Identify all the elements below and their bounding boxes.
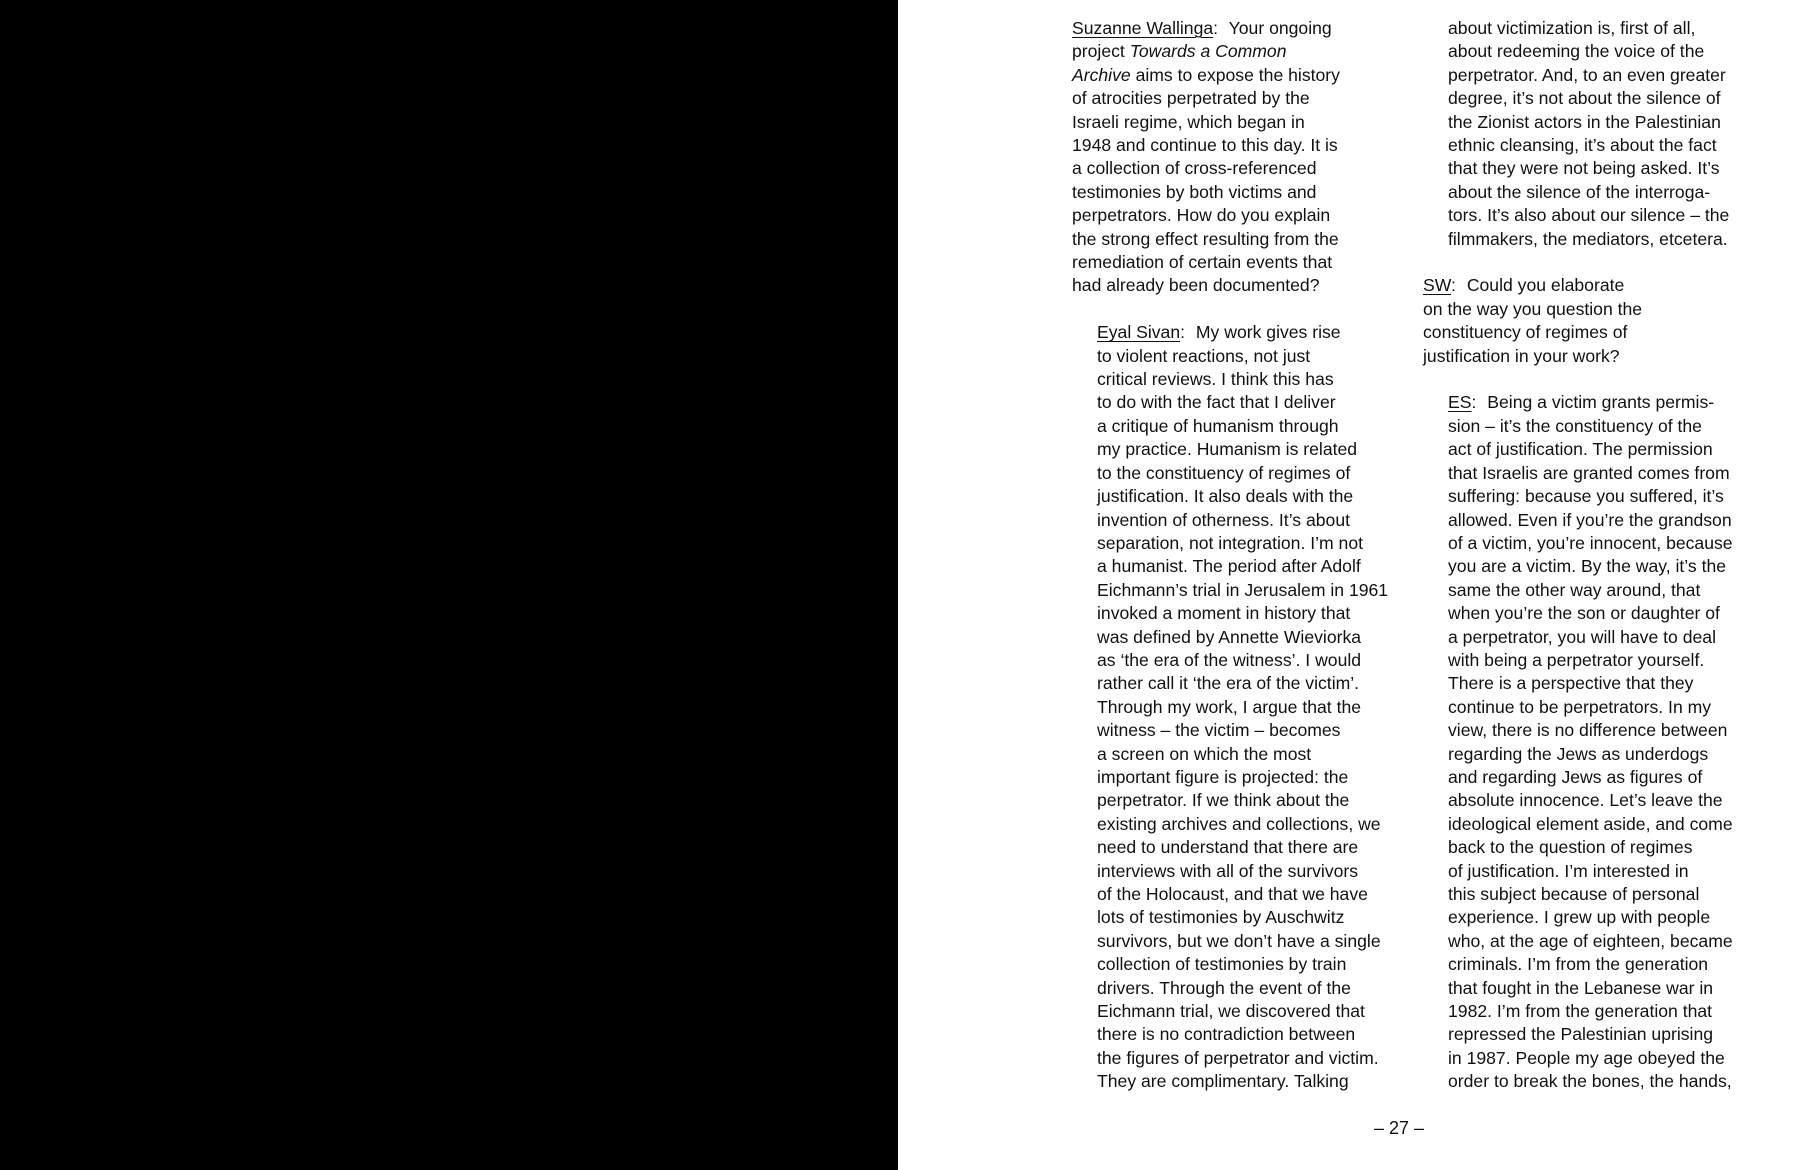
text-line: as ‘the era of the witness’. I would <box>1097 649 1362 670</box>
text-line: about victimization is, first of all, <box>1448 18 1696 38</box>
text-line: drivers. Through the event of the <box>1097 977 1351 998</box>
text-line: that they were not being asked. It’s <box>1448 158 1720 179</box>
text-line: suffering: because you suffered, it’s <box>1448 486 1724 507</box>
text-line: a screen on which the most <box>1097 743 1312 764</box>
text-line: there is no contradiction between <box>1097 1024 1356 1045</box>
text-line: separation, not integration. I’m not <box>1097 532 1364 553</box>
text-column-right <box>1423 17 1763 1117</box>
answer-1 <box>1072 321 1412 1093</box>
text-line: of justification. I’m interested in <box>1448 860 1689 881</box>
text-line: perpetrators. How do you explain <box>1072 205 1331 226</box>
text-line: experience. I grew up with people <box>1448 907 1711 928</box>
text-line: need to understand that there are <box>1097 837 1359 858</box>
text-line: with being a perpetrator yourself. <box>1448 649 1705 670</box>
text-line: same the other way around, that <box>1448 579 1701 600</box>
text-line: justification. It also deals with the <box>1097 486 1354 507</box>
text-line: sion – it’s the constituency of the <box>1448 415 1702 436</box>
text-line <box>1072 17 1412 40</box>
text-line <box>1097 321 1412 344</box>
speaker-name: SW <box>1423 275 1452 296</box>
text-line: my practice. Humanism is related <box>1097 439 1358 460</box>
text-line: that fought in the Lebanese war in <box>1448 977 1714 998</box>
text-line: the Zionist actors in the Palestinian <box>1448 111 1721 132</box>
question-2 <box>1423 274 1763 368</box>
text-line: They are complimentary. Talking <box>1097 1071 1349 1092</box>
text-line: about the silence of the interroga- <box>1448 181 1711 202</box>
speaker-name: ES <box>1448 392 1472 413</box>
text-line: survivors, but we don’t have a single <box>1097 930 1381 951</box>
question-1 <box>1072 17 1412 298</box>
text-line: witness – the victim – becomes <box>1097 720 1341 741</box>
text-line: about redeeming the voice of the <box>1448 41 1705 62</box>
colon: : <box>1180 322 1186 343</box>
text-line: a collection of cross-referenced <box>1072 158 1317 179</box>
text-line: when you’re the son or daughter of <box>1448 603 1720 624</box>
text-line: perpetrator. And, to an even greater <box>1448 64 1726 85</box>
text-line: important figure is projected: the <box>1097 766 1349 787</box>
text-line: act of justification. The permission <box>1448 439 1713 460</box>
text-fragment: Your ongoing <box>1228 18 1332 38</box>
text-line: Israeli regime, which began in <box>1072 111 1305 132</box>
speaker-name: Eyal Sivan <box>1097 322 1181 343</box>
colon: : <box>1213 18 1219 38</box>
text-line: collection of testimonies by train <box>1097 954 1347 975</box>
text-line: of a victim, you’re innocent, because <box>1448 532 1733 553</box>
text-fragment: project <box>1072 41 1125 62</box>
text-line: back to the question of regimes <box>1448 837 1693 858</box>
text-line: invention of otherness. It’s about <box>1097 509 1350 530</box>
text-line: lots of testimonies by Auschwitz <box>1097 907 1345 928</box>
text-line: the figures of perpetrator and victim. <box>1097 1047 1379 1068</box>
text-line: filmmakers, the mediators, etcetera. <box>1448 228 1728 249</box>
text-line: a critique of humanism through <box>1097 415 1339 436</box>
text-line: Through my work, I argue that the <box>1097 696 1362 717</box>
text-line <box>1072 40 1412 63</box>
text-line: perpetrator. If we think about the <box>1097 790 1350 811</box>
text-fragment: aims to expose the history <box>1135 64 1340 85</box>
text-line: rather call it ‘the era of the victim’. <box>1097 673 1360 694</box>
text-line: regarding the Jews as underdogs <box>1448 743 1709 764</box>
text-line <box>1448 391 1763 414</box>
text-line: interviews with all of the survivors <box>1097 860 1359 881</box>
text-line: remediation of certain events that <box>1072 252 1333 273</box>
text-line: 1948 and continue to this day. It is <box>1072 135 1338 156</box>
text-line: Eichmann trial, we discovered that <box>1097 1001 1365 1022</box>
text-line: justification in your work? <box>1423 345 1620 366</box>
right-page <box>898 0 1793 1170</box>
text-line: to the constituency of regimes of <box>1097 462 1351 483</box>
answer-2 <box>1423 391 1763 1093</box>
text-line: repressed the Palestinian uprising <box>1448 1024 1714 1045</box>
text-line: Eichmann’s trial in Jerusalem in 1961 <box>1097 579 1389 600</box>
text-line: absolute innocence. Let’s leave the <box>1448 790 1723 811</box>
text-fragment: Being a victim grants permis- <box>1487 392 1715 413</box>
text-line: of atrocities perpetrated by the <box>1072 88 1310 109</box>
text-line: existing archives and collections, we <box>1097 813 1381 834</box>
text-line: ethnic cleansing, it’s about the fact <box>1448 135 1717 156</box>
text-line: criminals. I’m from the generation <box>1448 954 1709 975</box>
text-line: who, at the age of eighteen, became <box>1448 930 1733 951</box>
text-line: degree, it’s not about the silence of <box>1448 88 1721 109</box>
text-line: allowed. Even if you’re the grandson <box>1448 509 1732 530</box>
text-line: constituency of regimes of <box>1423 322 1628 343</box>
text-line: the strong effect resulting from the <box>1072 228 1339 249</box>
text-line: 1982. I’m from the generation that <box>1448 1001 1713 1022</box>
text-line: tors. It’s also about our silence – the <box>1448 205 1730 226</box>
title-fragment: Towards a Common <box>1129 41 1287 62</box>
text-fragment: Could you elaborate <box>1466 275 1625 296</box>
text-line: on the way you question the <box>1423 298 1643 319</box>
colon: : <box>1471 392 1477 413</box>
text-line: view, there is no difference between <box>1448 720 1728 741</box>
text-line: order to break the bones, the hands, <box>1448 1071 1732 1092</box>
text-line: of the Holocaust, and that we have <box>1097 884 1368 905</box>
text-line: that Israelis are granted comes from <box>1448 462 1730 483</box>
text-line <box>1423 274 1763 297</box>
text-line: to do with the fact that I deliver <box>1097 392 1336 413</box>
text-line: a humanist. The period after Adolf <box>1097 556 1361 577</box>
text-line: continue to be perpetrators. In my <box>1448 696 1712 717</box>
text-line: and regarding Jews as figures of <box>1448 766 1703 787</box>
text-line: you are a victim. By the way, it’s the <box>1448 556 1727 577</box>
title-fragment: Archive <box>1072 64 1131 85</box>
text-line <box>1072 64 1412 87</box>
text-fragment: My work gives rise <box>1195 322 1341 343</box>
speaker-name: Suzanne Wallinga <box>1072 18 1214 38</box>
text-line: ideological element aside, and come <box>1448 813 1733 834</box>
text-line: There is a perspective that they <box>1448 673 1694 694</box>
text-line: this subject because of personal <box>1448 884 1700 904</box>
text-line: in 1987. People my age obeyed the <box>1448 1047 1725 1068</box>
text-line: to violent reactions, not just <box>1097 345 1311 366</box>
text-column-left <box>1072 17 1412 1117</box>
text-line: invoked a moment in history that <box>1097 603 1351 624</box>
text-line: testimonies by both victims and <box>1072 181 1317 202</box>
text-line: had already been documented? <box>1072 275 1320 296</box>
answer-1-continued <box>1423 17 1763 251</box>
page-number: – 27 – <box>1374 1118 1425 1138</box>
text-line: was defined by Annette Wieviorka <box>1097 626 1362 647</box>
text-line: a perpetrator, you will have to deal <box>1448 626 1716 647</box>
text-line: critical reviews. I think this has <box>1097 369 1334 390</box>
colon: : <box>1451 275 1456 296</box>
